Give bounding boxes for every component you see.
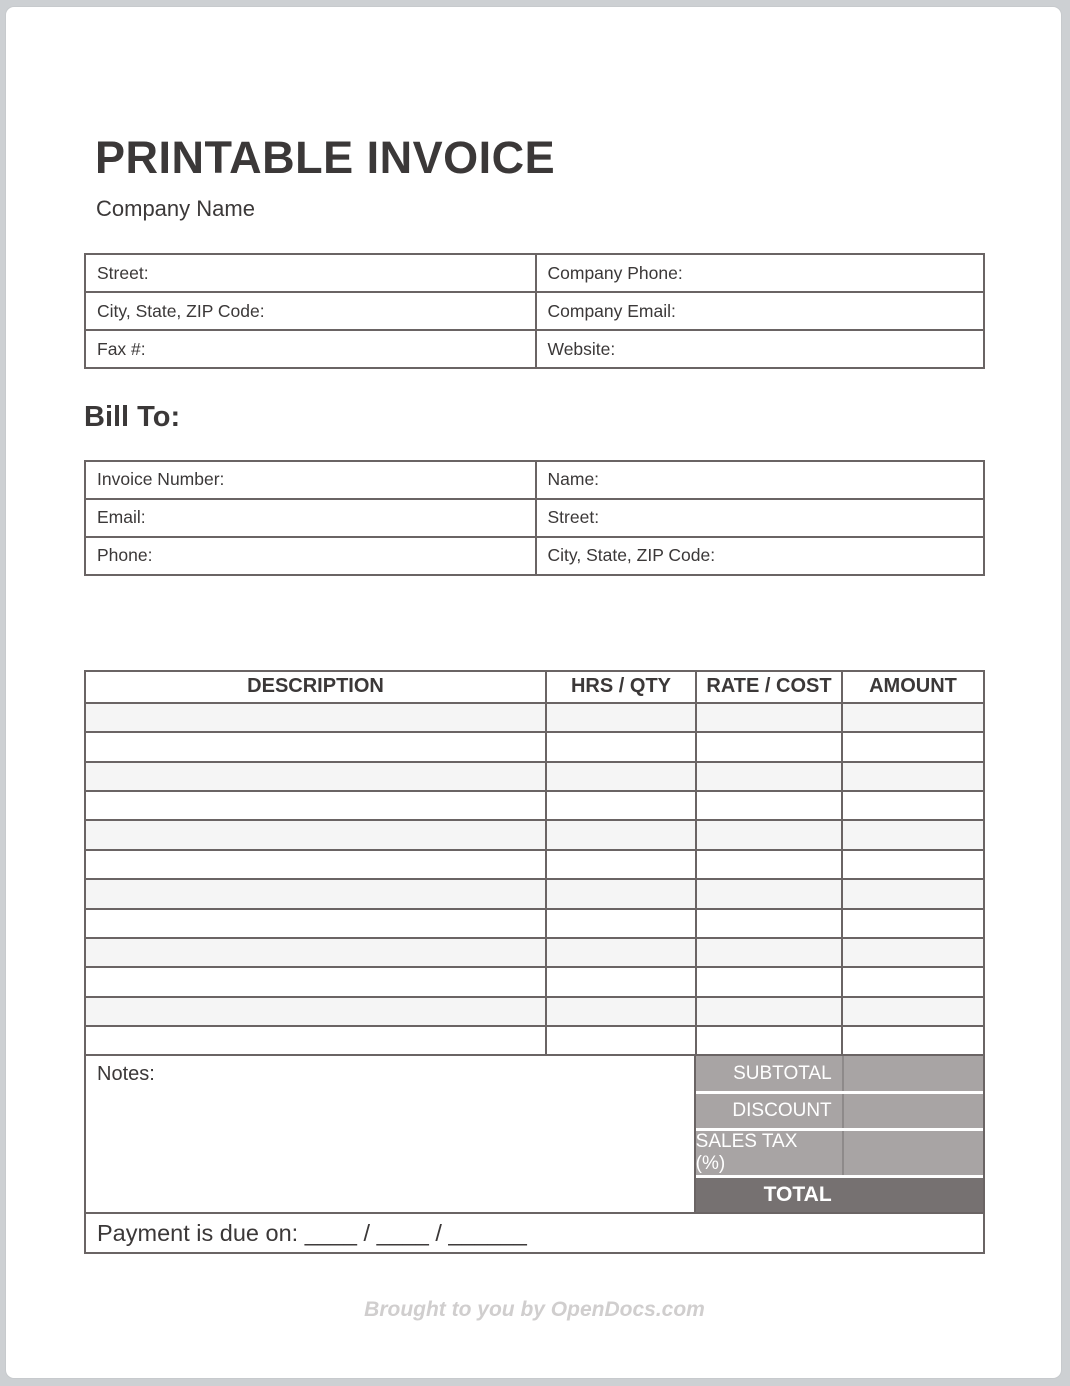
invoice-number-field[interactable] xyxy=(86,462,535,498)
table-row xyxy=(86,462,983,498)
bill-to-name-label: Name: xyxy=(547,469,600,490)
company-phone-label: Company Phone: xyxy=(547,262,683,283)
line-item-row xyxy=(86,790,983,819)
bill-to-email-label: Email: xyxy=(97,507,146,528)
footer-credit: Brought to you by OpenDocs.com xyxy=(364,1298,705,1322)
discount-row xyxy=(696,1091,983,1128)
item-description-cell[interactable] xyxy=(86,851,545,878)
item-qty-cell[interactable] xyxy=(545,733,695,760)
item-rate-cell[interactable] xyxy=(695,704,841,731)
item-amount-cell[interactable] xyxy=(841,998,983,1025)
city-state-zip-field[interactable] xyxy=(86,293,535,329)
notes-label: Notes: xyxy=(97,1063,155,1086)
bill-to-street-field[interactable] xyxy=(535,500,984,536)
bill-to-city-state-zip-field[interactable] xyxy=(535,538,984,574)
total-row xyxy=(696,1175,983,1212)
item-amount-cell[interactable] xyxy=(841,939,983,966)
item-qty-cell[interactable] xyxy=(545,763,695,790)
street-label: Street: xyxy=(97,262,149,283)
notes-and-totals-section xyxy=(86,1054,983,1212)
line-item-row xyxy=(86,878,983,907)
bill-to-email-field[interactable] xyxy=(86,500,535,536)
item-qty-cell[interactable] xyxy=(545,939,695,966)
bill-to-city-state-zip-label: City, State, ZIP Code: xyxy=(547,545,716,566)
item-rate-cell[interactable] xyxy=(695,733,841,760)
line-items-body xyxy=(86,702,983,1055)
page-title: PRINTABLE INVOICE xyxy=(95,132,556,183)
invoice-number-label: Invoice Number: xyxy=(97,469,225,490)
sales-tax-row xyxy=(696,1128,983,1175)
bill-to-name-field[interactable] xyxy=(535,462,984,498)
item-description-cell[interactable] xyxy=(86,821,545,848)
line-item-row xyxy=(86,937,983,966)
item-amount-cell[interactable] xyxy=(841,851,983,878)
table-row xyxy=(86,255,983,291)
line-item-row xyxy=(86,731,983,760)
subtotal-value[interactable] xyxy=(842,1056,983,1090)
table-row xyxy=(86,536,983,574)
fax-label: Fax #: xyxy=(97,338,146,359)
sales-tax-value[interactable] xyxy=(842,1131,983,1175)
item-amount-cell[interactable] xyxy=(841,880,983,907)
column-header-amount: AMOUNT xyxy=(841,672,983,702)
totals-summary xyxy=(696,1056,983,1212)
line-item-row xyxy=(86,966,983,995)
item-rate-cell[interactable] xyxy=(695,910,841,937)
bill-to-phone-field[interactable] xyxy=(86,538,535,574)
subtotal-label: SUBTOTAL xyxy=(696,1056,842,1090)
item-description-cell[interactable] xyxy=(86,733,545,760)
bill-to-table xyxy=(84,460,985,576)
payment-due-row[interactable] xyxy=(86,1212,983,1252)
item-rate-cell[interactable] xyxy=(695,792,841,819)
item-amount-cell[interactable] xyxy=(841,968,983,995)
total-label: TOTAL xyxy=(696,1178,842,1212)
line-items-table xyxy=(84,670,985,1255)
city-state-zip-label: City, State, ZIP Code: xyxy=(97,300,265,321)
company-name[interactable]: Company Name xyxy=(96,196,255,221)
item-description-cell[interactable] xyxy=(86,998,545,1025)
line-item-row xyxy=(86,819,983,848)
discount-value[interactable] xyxy=(842,1094,983,1128)
item-description-cell[interactable] xyxy=(86,939,545,966)
column-header-rate-cost: RATE / COST xyxy=(695,672,841,702)
item-rate-cell[interactable] xyxy=(695,939,841,966)
line-item-row xyxy=(86,908,983,937)
subtotal-row xyxy=(696,1056,983,1090)
column-header-hrs-qty: HRS / QTY xyxy=(545,672,695,702)
item-qty-cell[interactable] xyxy=(545,704,695,731)
discount-label: DISCOUNT xyxy=(696,1094,842,1128)
table-row xyxy=(86,329,983,367)
total-value[interactable] xyxy=(842,1178,983,1212)
item-description-cell[interactable] xyxy=(86,792,545,819)
table-row xyxy=(86,498,983,536)
company-email-field[interactable] xyxy=(535,293,984,329)
line-item-row xyxy=(86,996,983,1025)
item-amount-cell[interactable] xyxy=(841,763,983,790)
item-qty-cell[interactable] xyxy=(545,910,695,937)
item-rate-cell[interactable] xyxy=(695,763,841,790)
item-description-cell[interactable] xyxy=(86,910,545,937)
company-email-label: Company Email: xyxy=(547,300,676,321)
item-description-cell[interactable] xyxy=(86,704,545,731)
payment-due-text: Payment is due on: ____ / ____ / ______ xyxy=(97,1219,527,1246)
table-row xyxy=(86,291,983,329)
bill-to-phone-label: Phone: xyxy=(97,545,153,566)
item-qty-cell[interactable] xyxy=(545,968,695,995)
street-field[interactable] xyxy=(86,255,535,291)
column-header-description: DESCRIPTION xyxy=(247,675,384,698)
item-amount-cell[interactable] xyxy=(841,821,983,848)
company-phone-field[interactable] xyxy=(535,255,984,291)
item-amount-cell[interactable] xyxy=(841,910,983,937)
item-amount-cell[interactable] xyxy=(841,792,983,819)
item-rate-cell[interactable] xyxy=(695,851,841,878)
notes-area[interactable] xyxy=(86,1056,696,1212)
item-qty-cell[interactable] xyxy=(545,880,695,907)
item-rate-cell[interactable] xyxy=(695,821,841,848)
item-rate-cell[interactable] xyxy=(695,1027,841,1054)
line-item-row xyxy=(86,1025,983,1054)
item-amount-cell[interactable] xyxy=(841,704,983,731)
company-info-table xyxy=(84,253,985,369)
item-description-cell[interactable] xyxy=(86,763,545,790)
item-rate-cell[interactable] xyxy=(695,998,841,1025)
item-qty-cell[interactable] xyxy=(545,821,695,848)
item-amount-cell[interactable] xyxy=(841,733,983,760)
item-rate-cell[interactable] xyxy=(695,880,841,907)
website-field[interactable] xyxy=(535,331,984,367)
item-qty-cell[interactable] xyxy=(545,851,695,878)
invoice-document xyxy=(5,6,1062,1379)
sales-tax-label: SALES TAX (%) xyxy=(696,1131,842,1175)
item-rate-cell[interactable] xyxy=(695,968,841,995)
item-qty-cell[interactable] xyxy=(545,1027,695,1054)
item-description-cell[interactable] xyxy=(86,968,545,995)
website-label: Website: xyxy=(547,338,616,359)
item-qty-cell[interactable] xyxy=(545,792,695,819)
item-description-cell[interactable] xyxy=(86,880,545,907)
item-description-cell[interactable] xyxy=(86,1027,545,1054)
bill-to-street-label: Street: xyxy=(547,507,600,528)
item-amount-cell[interactable] xyxy=(841,1027,983,1054)
line-item-row xyxy=(86,702,983,731)
item-qty-cell[interactable] xyxy=(545,998,695,1025)
line-items-header xyxy=(86,672,983,702)
fax-field[interactable] xyxy=(86,331,535,367)
bill-to-heading: Bill To: xyxy=(84,401,181,433)
line-item-row xyxy=(86,761,983,790)
line-item-row xyxy=(86,849,983,878)
